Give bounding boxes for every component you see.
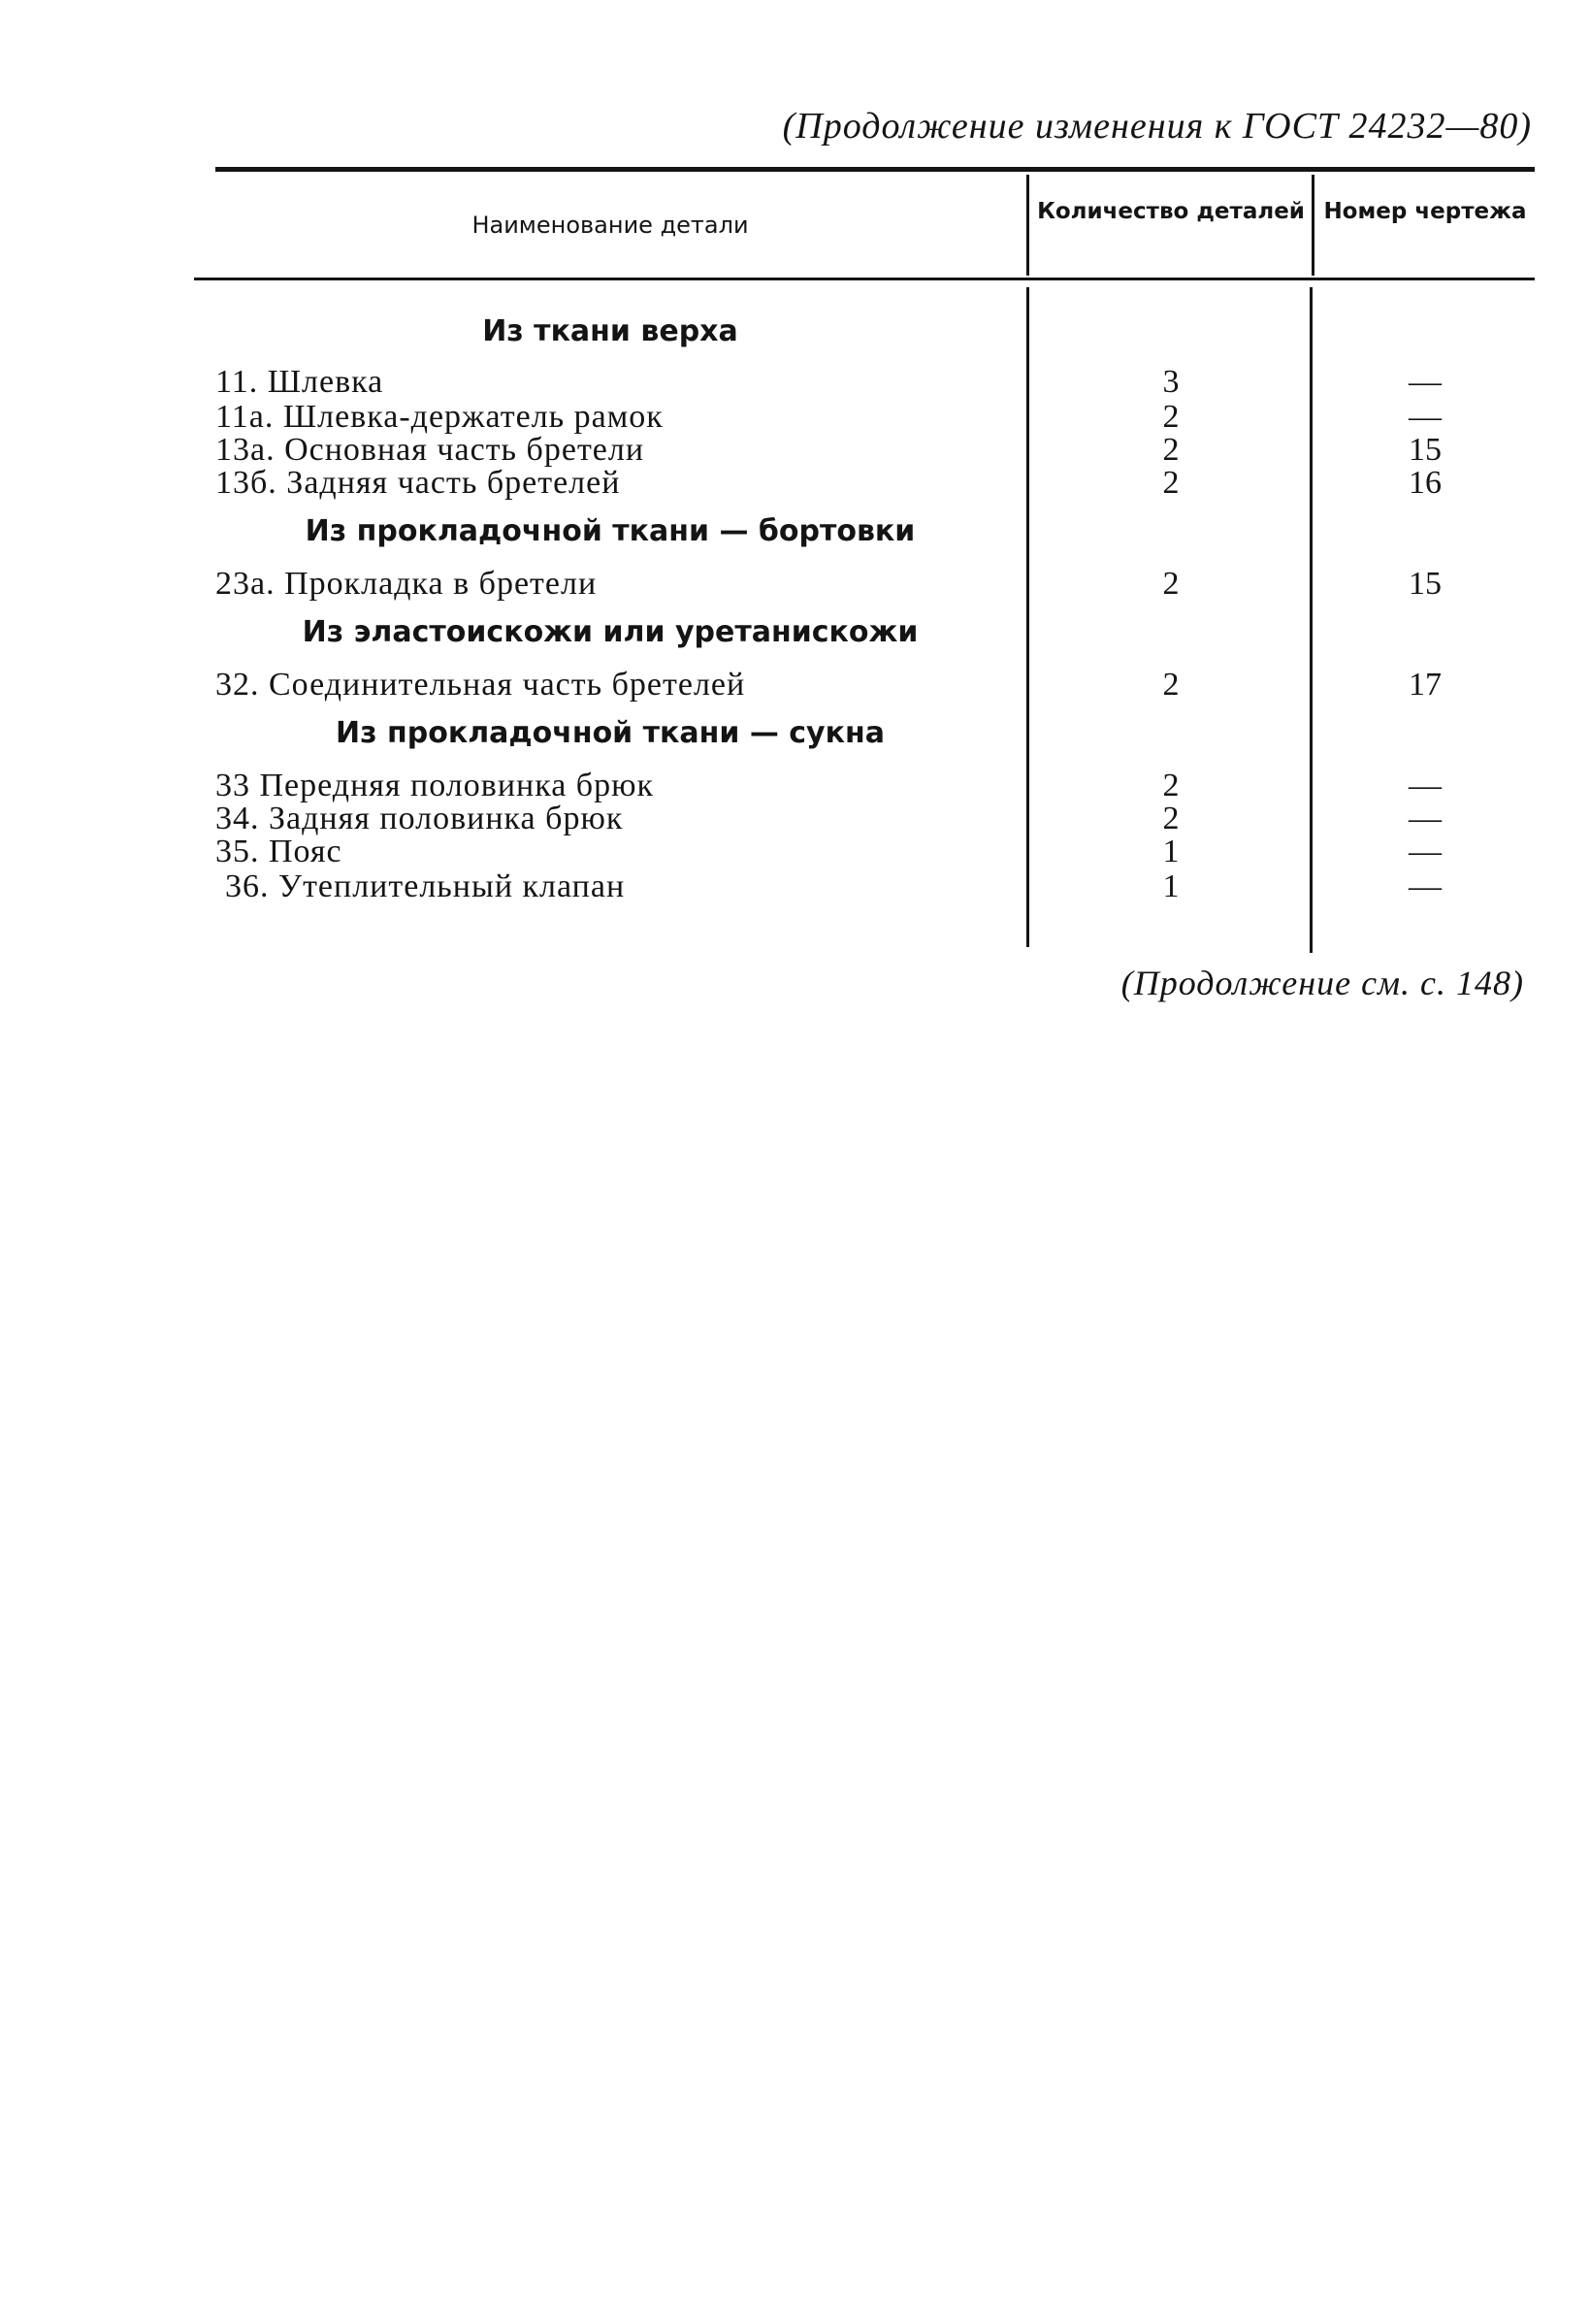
part-drawing: —: [1409, 868, 1442, 904]
header-divider-1: [1026, 175, 1029, 276]
table-row: [194, 668, 1535, 703]
part-name: 32. Соединительная часть бретелей: [215, 667, 746, 703]
table-row: [194, 567, 1535, 602]
header-bottom-rule: [194, 278, 1535, 280]
section-title: Из прокладочной ткани — бортовки: [305, 514, 916, 548]
section-title: Из прокладочной ткани — сукна: [336, 716, 885, 750]
table-row: [194, 802, 1535, 836]
part-drawing: —: [1409, 768, 1442, 803]
part-quantity: 1: [1162, 834, 1180, 869]
continuation-footer: (Продолжение см. с. 148): [1120, 964, 1524, 1002]
part-drawing: —: [1409, 801, 1442, 836]
part-drawing: —: [1409, 364, 1442, 400]
table-row: [194, 466, 1535, 501]
part-name: 11а. Шлевка-держатель рамок: [215, 399, 664, 435]
part-name: 11. Шлевка: [215, 364, 384, 400]
table-row: [194, 869, 1535, 904]
table-top-rule: [215, 167, 1535, 172]
part-quantity: 2: [1162, 768, 1180, 803]
part-quantity: 2: [1162, 465, 1180, 501]
part-name: 23а. Прокладка в бретели: [215, 566, 598, 602]
column-header-drawing: Номер чертежа: [1323, 199, 1527, 224]
part-quantity: 1: [1162, 868, 1180, 904]
part-quantity: 2: [1162, 801, 1180, 836]
parts-table: [194, 167, 1535, 953]
part-quantity: 2: [1162, 566, 1180, 602]
part-name: 13б. Задняя часть бретелей: [215, 465, 621, 501]
table-row: [194, 769, 1535, 803]
section-title: Из ткани верха: [482, 314, 738, 348]
part-drawing: —: [1409, 399, 1442, 435]
part-name: 33 Передняя половинка брюк: [215, 768, 655, 803]
table-row: [194, 433, 1535, 468]
part-quantity: 2: [1162, 667, 1180, 703]
table-row: [194, 835, 1535, 869]
part-drawing: 15: [1409, 432, 1442, 468]
table-row: [194, 365, 1535, 400]
column-header-quantity: Количество деталей: [1037, 199, 1305, 224]
section-title: Из эластоискожи или уретанискожи: [302, 615, 919, 649]
part-name: 34. Задняя половинка брюк: [215, 801, 624, 836]
part-drawing: 16: [1409, 465, 1442, 501]
part-name: 36. Утеплительный клапан: [225, 868, 626, 904]
header-divider-2: [1312, 175, 1314, 276]
table-row: [194, 400, 1535, 435]
part-drawing: 17: [1409, 667, 1442, 703]
part-drawing: 15: [1409, 566, 1442, 602]
continuation-header: (Продолжение изменения к ГОСТ 24232—80): [782, 106, 1532, 147]
part-quantity: 3: [1162, 364, 1180, 400]
part-name: 13а. Основная часть бретели: [215, 432, 645, 468]
column-header-name: Наименование детали: [471, 212, 749, 239]
part-name: 35. Пояс: [215, 834, 342, 869]
part-drawing: —: [1409, 834, 1442, 869]
part-quantity: 2: [1162, 432, 1180, 468]
part-quantity: 2: [1162, 399, 1180, 435]
